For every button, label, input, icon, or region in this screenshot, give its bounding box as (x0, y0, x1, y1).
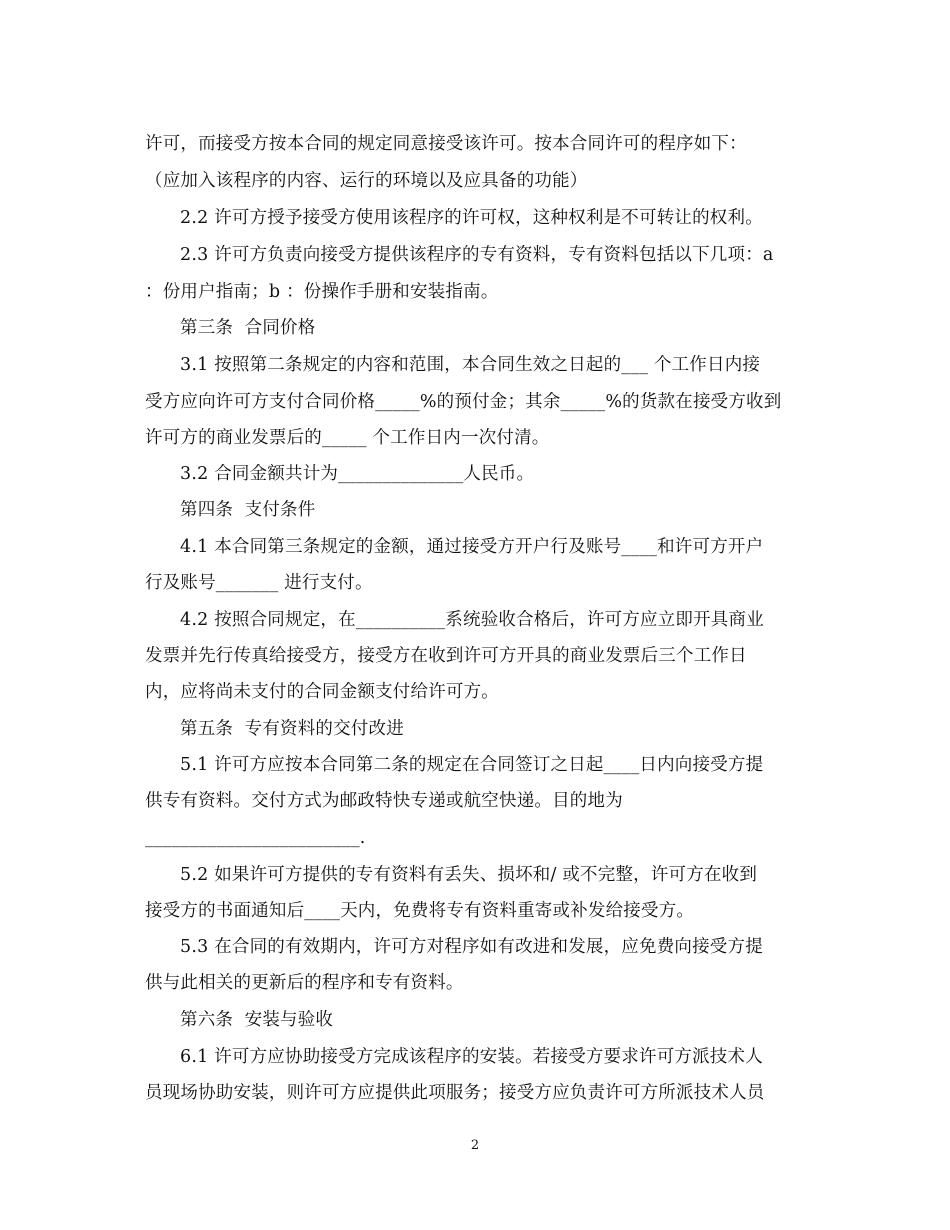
text-line: 许可，而接受方按本合同的规定同意接受该许可。按本合同许可的程序如下： (145, 134, 747, 154)
text-line: 受方应向许可方支付合同价格_____%的预付金；其余_____%的货款在接受方收到 (145, 392, 782, 412)
article-heading-3: 第三条 合同价格 (180, 318, 316, 338)
text-line: 供与此相关的更新后的程序和专有资料。 (145, 973, 464, 993)
text-line: 内，应将尚未支付的合同金额支付给许可方。 (145, 682, 499, 702)
clause-2-2: 2.2 许可方授予接受方使用该程序的许可权，这种权利是不可转让的权利。 (180, 208, 763, 228)
text-line: ：份用户指南；b ：份操作手册和安装指南。 (145, 282, 499, 302)
blank-line: ________________________. (145, 828, 366, 848)
clause-3-1: 3.1 按照第二条规定的内容和范围，本合同生效之日起的___ 个工作日内接 (180, 355, 761, 375)
page-number: 2 (470, 1138, 480, 1153)
article-heading-5: 第五条 专有资料的交付改进 (180, 719, 404, 739)
clause-3-2: 3.2 合同金额共计为______________人民币。 (180, 464, 535, 484)
article-heading-4: 第四条 支付条件 (180, 500, 316, 520)
clause-5-3: 5.3 在合同的有效期内，许可方对程序如有改进和发展，应免费向接受方提 (180, 937, 763, 957)
text-line: 行及账号_______ 进行支付。 (145, 573, 373, 593)
clause-5-1: 5.1 许可方应按本合同第二条的规定在合同签订之日起____日内向接受方提 (180, 755, 764, 775)
text-line: 发票并先行传真给接受方，接受方在收到许可方开具的商业发票后三个工作日 (145, 646, 747, 666)
text-line: 接受方的书面通知后____天内，免费将专有资料重寄或补发给接受方。 (145, 901, 695, 921)
clause-6-1: 6.1 许可方应协助接受方完成该程序的安装。若接受方要求许可方派技术人 (180, 1047, 763, 1067)
text-line: 许可方的商业发票后的_____ 个工作日内一次付清。 (145, 428, 550, 448)
text-line: （应加入该程序的内容、运行的环境以及应具备的功能） (145, 171, 588, 191)
clause-5-2: 5.2 如果许可方提供的专有资料有丢失、损坏和/ 或不完整，许可方在收到 (180, 865, 758, 885)
clause-2-3: 2.3 许可方负责向接受方提供该程序的专有资料，专有资料包括以下几项：a (180, 245, 774, 265)
clause-4-1: 4.1 本合同第三条规定的金额，通过接受方开户行及账号____和许可方开户 (180, 537, 764, 557)
article-heading-6: 第六条 安装与验收 (180, 1010, 334, 1030)
clause-4-2: 4.2 按照合同规定，在__________系统验收合格后，许可方应立即开具商业 (180, 610, 764, 630)
text-line: 供专有资料。交付方式为邮政特快专递或航空快递。目的地为 (145, 791, 623, 811)
text-line: 员现场协助安装，则许可方应提供此项服务；接受方应负责许可方所派技术人员 (145, 1083, 765, 1103)
